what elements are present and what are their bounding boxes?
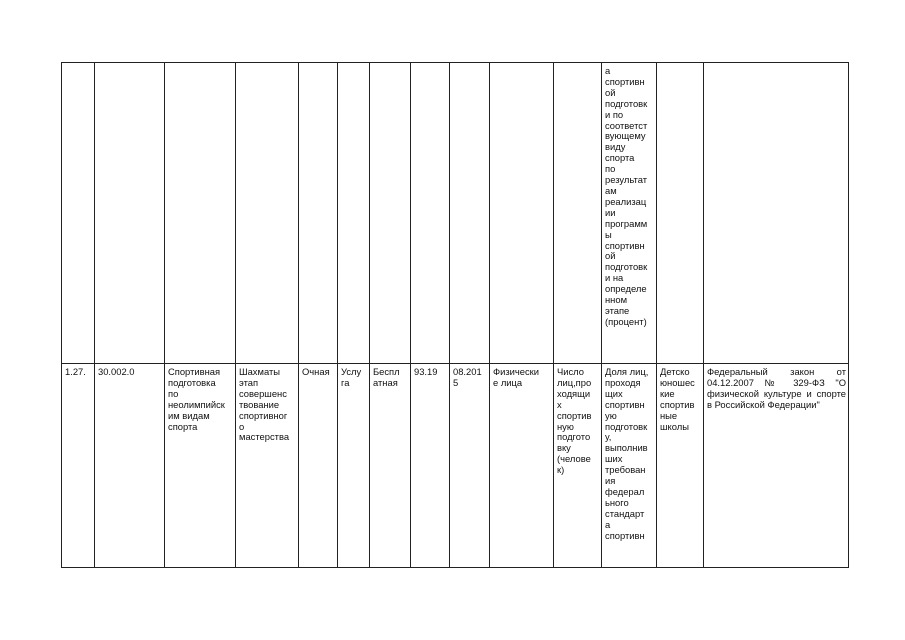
table-cell	[165, 63, 236, 364]
payment-cell: Беспл атная	[370, 364, 411, 568]
table-row	[62, 364, 849, 568]
table-cell	[554, 63, 602, 364]
services-registry-table	[61, 62, 849, 568]
table-cell	[411, 63, 450, 364]
table-cell	[95, 63, 165, 364]
consumers-cell: Физически е лица	[490, 364, 554, 568]
table-cell	[704, 63, 849, 364]
service-code-cell: 30.002.0	[95, 364, 165, 568]
okved-cell: 93.19	[411, 364, 450, 568]
table-cell	[236, 63, 299, 364]
quality-indicator-cell: Доля лиц, проходя щих спортивн ую подготовк у, выполнив ших требован ия федерал ьного стандарт а спортивн	[602, 364, 657, 568]
table-cell	[450, 63, 490, 364]
row-number-cell: 1.27.	[62, 364, 95, 568]
service-name-cell: Спортивная подготовка по неолимпийск им видам спорта	[165, 364, 236, 568]
institution-cell: Детско юношес кие спортив ные школы	[657, 364, 704, 568]
service-form-cell: Очная	[299, 364, 338, 568]
legal-basis-cell: Федеральный закон от 04.12.2007 № 329-ФЗ "О физической культуре и спорте в Российской Федерации"	[704, 364, 849, 568]
service-type-cell: Услу га	[338, 364, 370, 568]
table-cell	[490, 63, 554, 364]
table-cell	[338, 63, 370, 364]
table-row	[62, 63, 849, 364]
date-cell: 08.201 5	[450, 364, 490, 568]
table-cell	[62, 63, 95, 364]
quality-indicator-continuation-cell: а спортивн ой подготовк и по соответст вующему виду спорта по результат ам реализац ии программ ы спортивн ой подготовк и на определе нном этапе (процент)	[602, 63, 657, 364]
table-cell	[657, 63, 704, 364]
table-cell	[370, 63, 411, 364]
service-content-cell: Шахматы этап совершенс твование спортивног о мастерства	[236, 364, 299, 568]
volume-indicator-cell: Число лиц,про ходящи х спортив ную подгото вку (челове к)	[554, 364, 602, 568]
table-cell	[299, 63, 338, 364]
